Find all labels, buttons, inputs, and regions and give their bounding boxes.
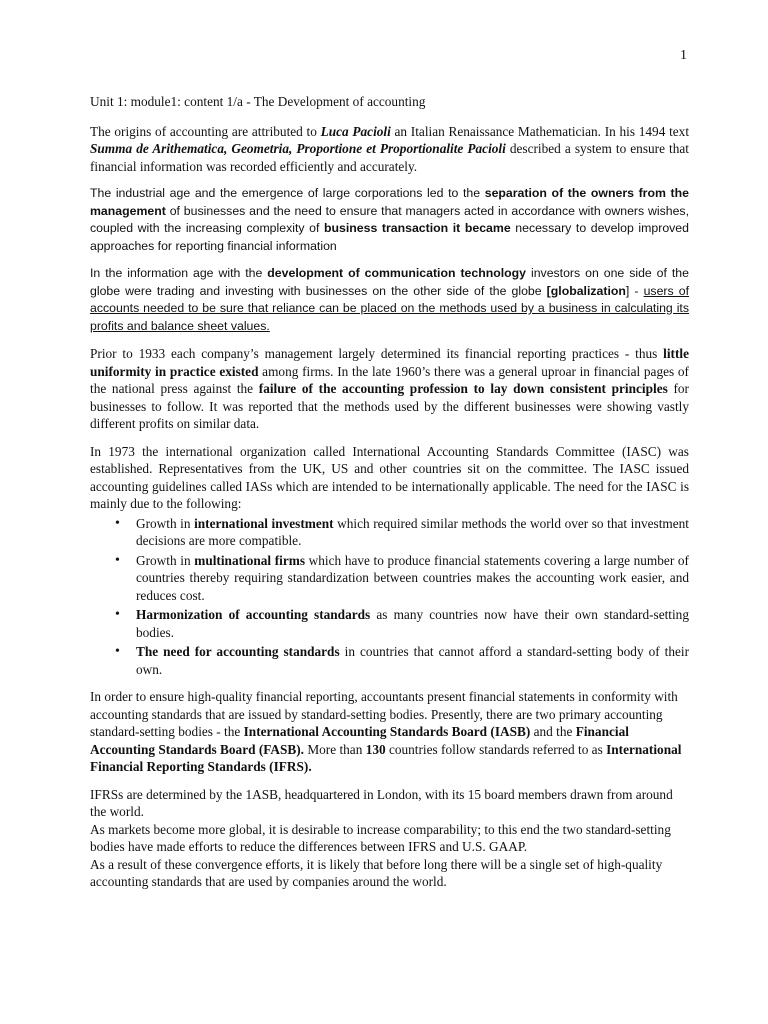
text: More than bbox=[304, 741, 366, 757]
bold-text: [globalization bbox=[546, 283, 626, 298]
text: Growth in bbox=[136, 552, 195, 568]
paragraph-standard-setting bbox=[90, 688, 689, 776]
text: which required similar methods the world over so that investment decisions are more compatible. bbox=[136, 515, 689, 548]
text: which have to produce financial statements covering a large number of countries thereby requiring standardization between countries makes the accounting work easier, and reduces cost. bbox=[136, 552, 689, 603]
line-convergence: As a result of these convergence efforts, it is likely that before long there will be a single set of high-quality accounting standards that are used by companies around the world. bbox=[90, 856, 663, 889]
bold-text: failure of the accounting profession to lay down consistent principles bbox=[258, 381, 668, 396]
list-item bbox=[136, 606, 689, 641]
line-markets-global: As markets become more global, it is desirable to increase comparability; to this end the two standard-setting bodies have made efforts to reduce the differences between IFRS and U.S. GAAP. bbox=[90, 821, 671, 854]
text: necessary to develop improved approaches for reporting financial information bbox=[90, 221, 689, 253]
text: an Italian Renaissance Mathematician. In his 1494 text bbox=[390, 123, 690, 139]
bold-text: 130 bbox=[365, 741, 386, 757]
text: of businesses and the need to ensure that managers acted in accordance with owners wishes, coupled with the increasing complexity of bbox=[90, 203, 689, 235]
bold-text: Harmonization of accounting standards bbox=[136, 607, 371, 622]
document-body bbox=[90, 93, 689, 891]
text: In the information age with the bbox=[90, 266, 268, 280]
bold-text: Financial Accounting Standards Board (FASB). bbox=[90, 724, 629, 757]
bold-text: International Accounting Standards Board (IASB) bbox=[243, 724, 531, 739]
paragraph-prior-1933 bbox=[90, 345, 689, 433]
bold-text: development of communication technology bbox=[267, 266, 527, 280]
text: among firms. In the late 1960’s there was a general uproar in financial pages of the national press against the bbox=[90, 363, 689, 396]
book-title: Summa de Arithematica, Geometria, Proportione et Proportionalite Pacioli bbox=[90, 141, 506, 156]
text: The industrial age and the emergence of large corporations led to the bbox=[90, 186, 485, 200]
line-ifrs-determined: IFRSs are determined by the 1ASB, headquartered in London, with its 15 board members drawn from around the world. bbox=[90, 786, 673, 819]
bold-text: The need for accounting standards bbox=[136, 644, 340, 659]
text: in countries that cannot afford a standard-setting body of their own. bbox=[136, 644, 689, 677]
text: In order to ensure high-quality financial reporting, accountants present financial statements in conformity with accounting standards that are issued by standard-setting bodies. Presently, there are two primary accounting standard-setting bodies - the bbox=[90, 689, 678, 739]
list-item bbox=[136, 643, 689, 678]
paragraph-origins bbox=[90, 123, 689, 176]
name-luca-pacioli: Luca Pacioli bbox=[320, 123, 391, 139]
underlined-text: users of accounts needed to be sure that reliance can be placed on the methods used by a business in calculating its profits and balance sheet values. bbox=[90, 283, 689, 333]
text: Growth in bbox=[136, 515, 195, 531]
document-heading: Unit 1: module1: content 1/a - The Development of accounting bbox=[90, 94, 426, 109]
text: ] - bbox=[625, 283, 644, 298]
text: investors on one side of the globe were trading and investing with businesses on the other side of the globe bbox=[90, 266, 689, 298]
text: described a system to ensure that financial information was recorded efficiently and accurately. bbox=[90, 141, 689, 174]
bold-text: little uniformity in practice existed bbox=[90, 346, 689, 379]
list-item bbox=[136, 552, 689, 605]
page-number: 1 bbox=[680, 48, 687, 63]
reasons-list bbox=[90, 515, 689, 679]
bold-text: international investment bbox=[194, 515, 334, 531]
paragraph-industrial-age bbox=[90, 185, 689, 255]
bold-text: separation of the owners from the management bbox=[90, 186, 689, 218]
bold-text: multinational firms bbox=[194, 552, 306, 568]
bold-text: business transaction it became bbox=[323, 221, 511, 235]
list-item bbox=[136, 515, 689, 550]
text: Prior to 1933 each company’s management largely determined its financial reporting practices - thus bbox=[90, 346, 664, 361]
paragraph-ifrs bbox=[90, 786, 689, 891]
text: The origins of accounting are attributed to bbox=[90, 123, 321, 139]
text: for businesses to follow. It was reported that the methods used by the different businesses were showing vastly different profits on similar data. bbox=[90, 381, 689, 431]
paragraph-information-age bbox=[90, 265, 689, 335]
paragraph-iasc: In 1973 the international organization called International Accounting Standards Committee (IASC) was established. Representatives from the UK, US and other countries sit on the committee. The IASC issued accounting guidelines called IASs which are intended to be internationally applicable. The need for the IASC is mainly due to the following: bbox=[90, 443, 689, 511]
text: as many countries now have their own standard-setting bodies. bbox=[136, 607, 689, 640]
text: countries follow standards referred to as bbox=[385, 741, 607, 757]
bold-text: International Financial Reporting Standards (IFRS). bbox=[90, 741, 682, 774]
text: and the bbox=[530, 724, 576, 739]
